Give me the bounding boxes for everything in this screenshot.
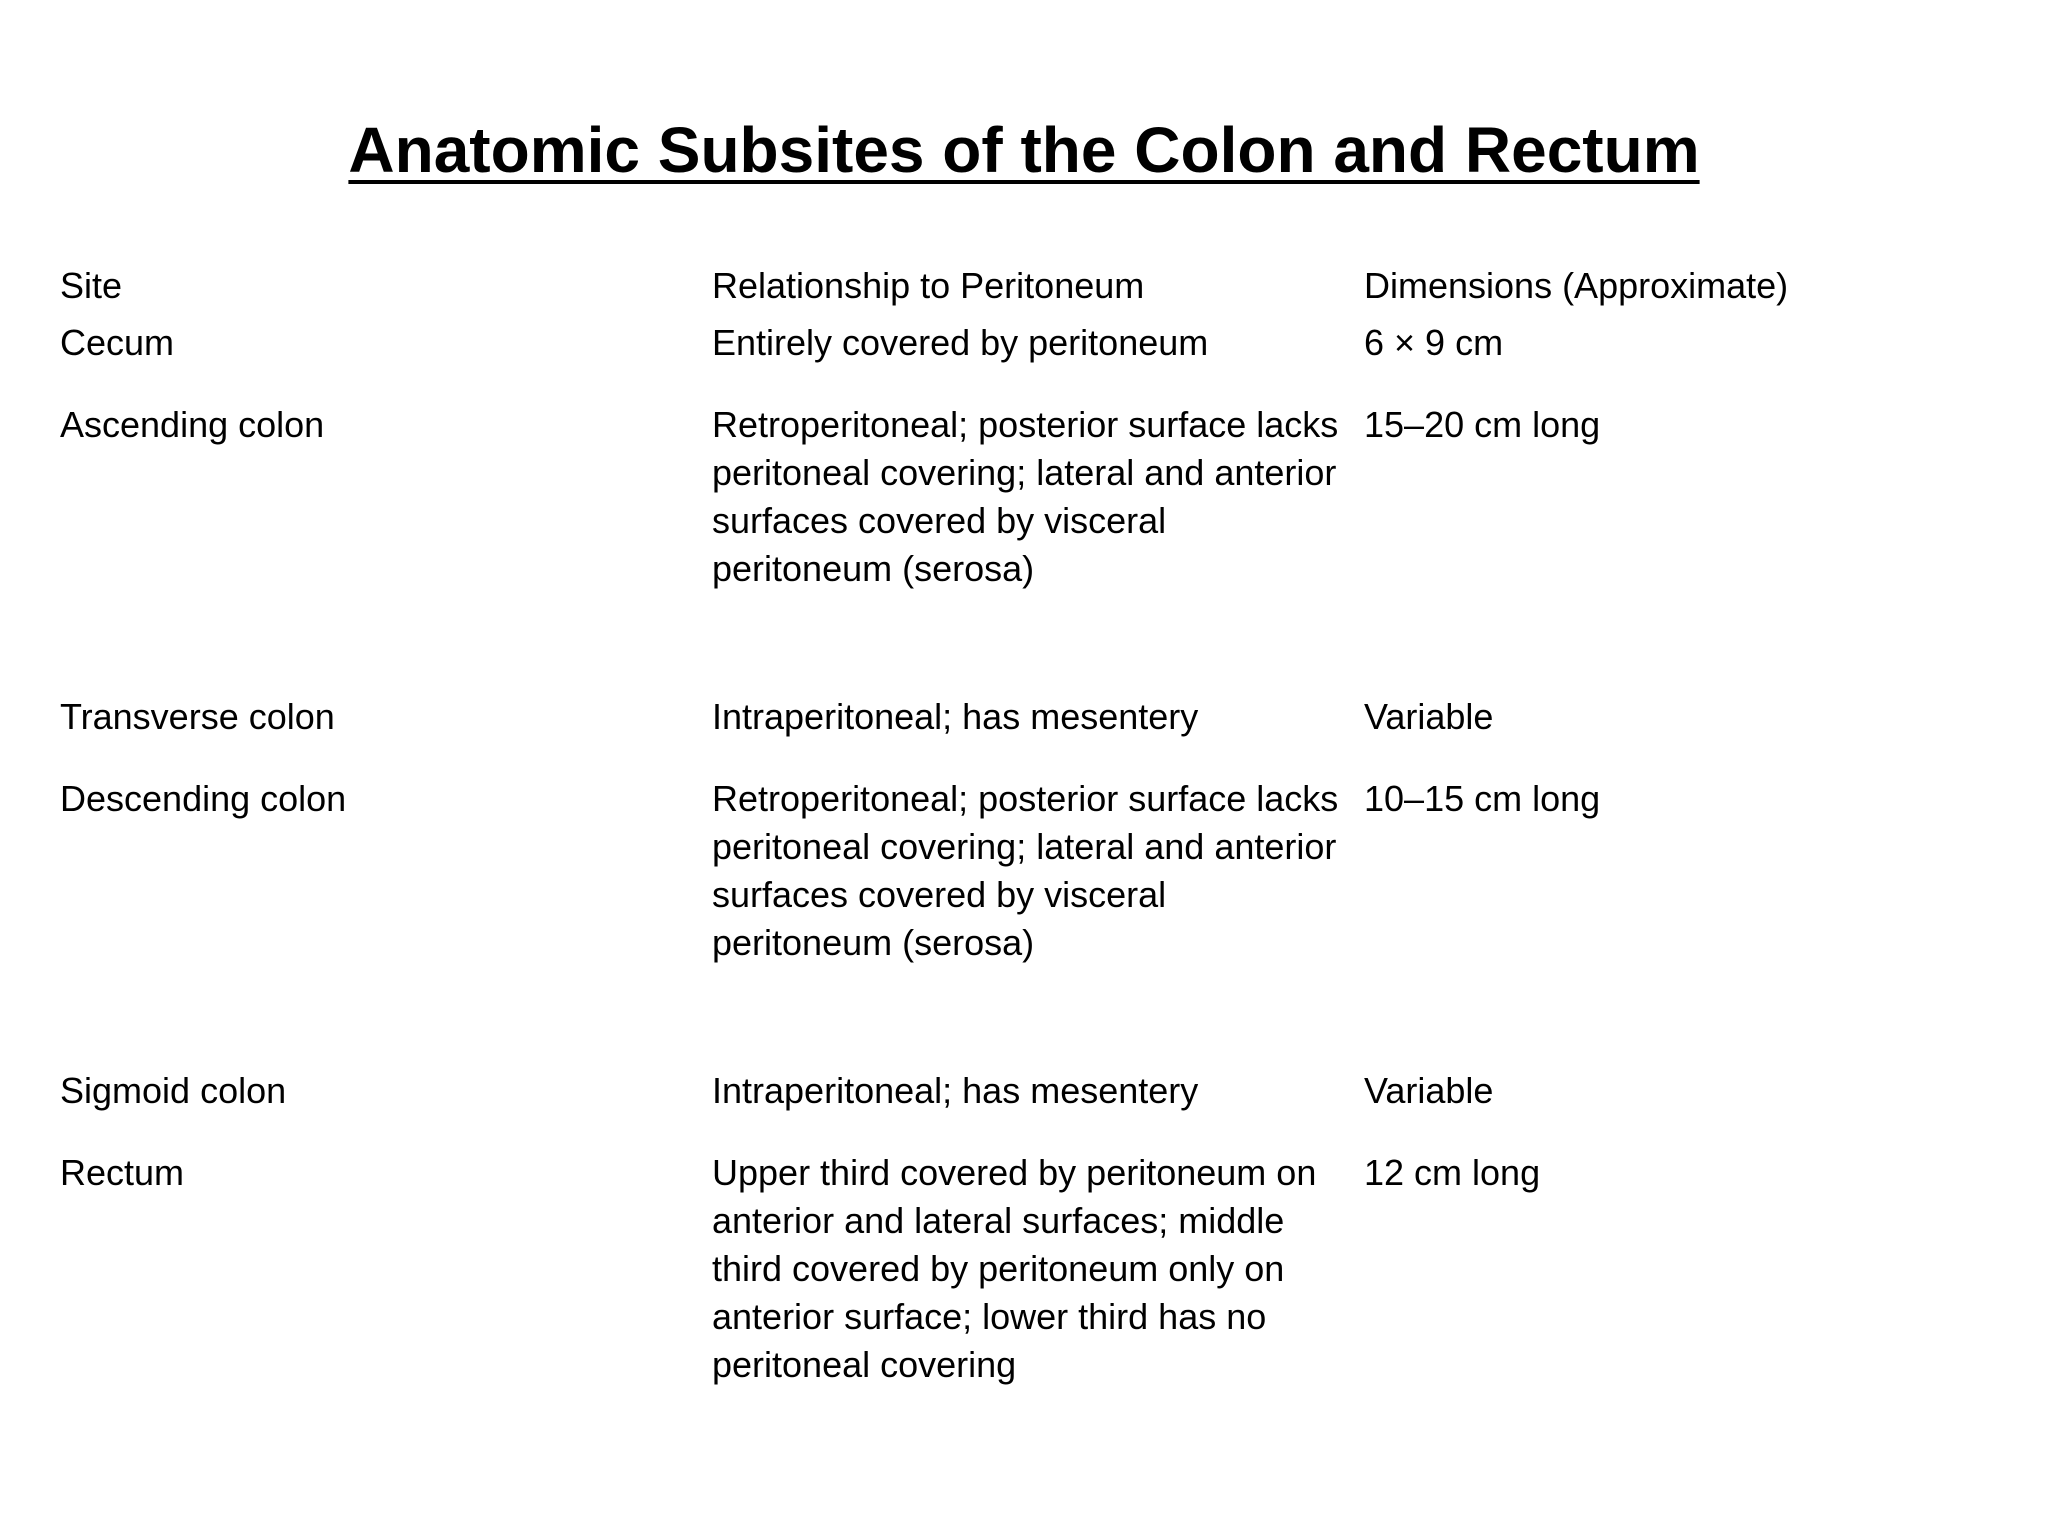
row-relationship: Entirely covered by peritoneum [712, 322, 1209, 363]
subsites-table [60, 262, 2000, 1409]
row-relationship: Upper third covered by peritoneum on anterior and lateral surfaces; middle third covered by peritoneum only on anterior surface; lower third has no peritoneal covering [712, 1152, 1317, 1385]
table-row [60, 1149, 2000, 1409]
row-dimensions: 10–15 cm long [1364, 778, 1601, 819]
row-dimensions: 6 × 9 cm [1364, 322, 1504, 363]
row-relationship: Retroperitoneal; posterior surface lacks peritoneal covering; lateral and anterior surfaces covered by visceral peritoneum (serosa) [712, 778, 1339, 963]
row-dimensions: Variable [1364, 696, 1494, 737]
row-site: Sigmoid colon [60, 1070, 287, 1111]
row-site: Descending colon [60, 778, 347, 819]
row-site: Ascending colon [60, 404, 325, 445]
row-relationship: Retroperitoneal; posterior surface lacks peritoneal covering; lateral and anterior surfaces covered by visceral peritoneum (serosa) [712, 404, 1339, 589]
row-dimensions: 15–20 cm long [1364, 404, 1601, 445]
row-dimensions: Variable [1364, 1070, 1494, 1111]
slide-title: Anatomic Subsites of the Colon and Rectum [348, 114, 1700, 186]
header-relationship: Relationship to Peritoneum [712, 265, 1145, 306]
table-row [60, 319, 2000, 401]
row-site: Cecum [60, 322, 175, 363]
header-dimensions: Dimensions (Approximate) [1364, 265, 1789, 306]
row-dimensions: 12 cm long [1364, 1152, 1541, 1193]
table-row [60, 775, 2000, 1067]
row-site: Rectum [60, 1152, 185, 1193]
table-header-row [60, 262, 2000, 319]
table-row [60, 401, 2000, 693]
row-relationship: Intraperitoneal; has mesentery [712, 1070, 1199, 1111]
table-row [60, 1067, 2000, 1149]
row-site: Transverse colon [60, 696, 335, 737]
table-row [60, 693, 2000, 775]
header-site: Site [60, 265, 123, 306]
row-relationship: Intraperitoneal; has mesentery [712, 696, 1199, 737]
